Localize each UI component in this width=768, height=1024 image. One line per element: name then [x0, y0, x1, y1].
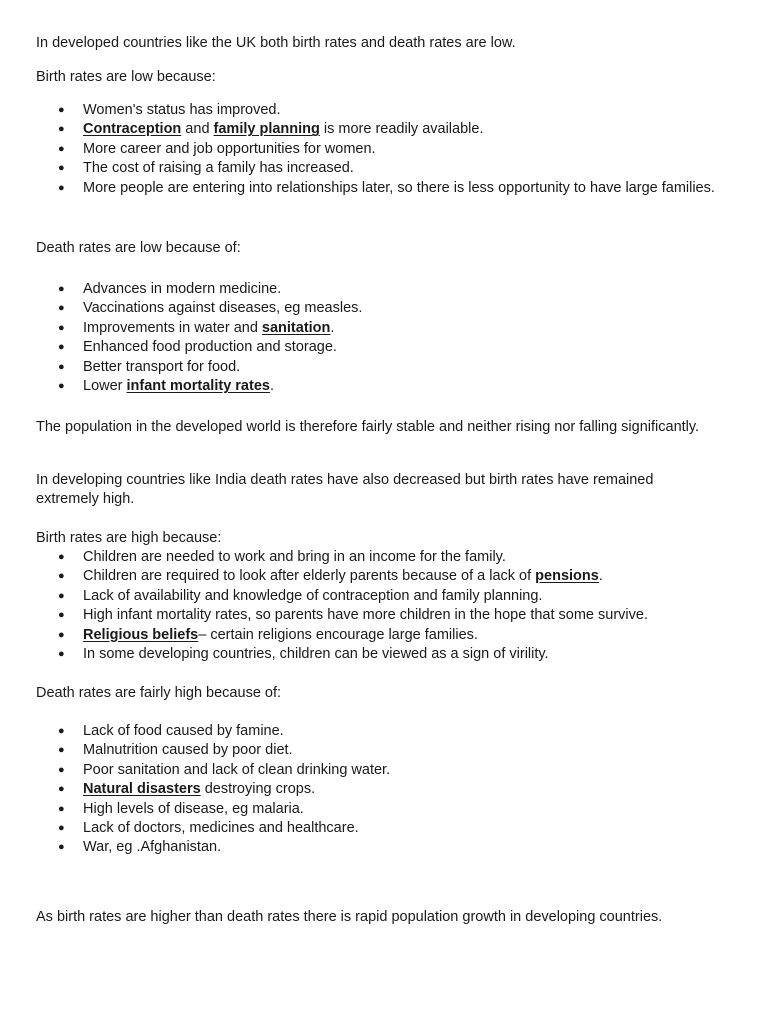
list-item: ● Better transport for food. — [36, 358, 716, 377]
birth-rates-low-list — [36, 101, 716, 198]
infant-mortality-rates-link[interactable]: infant mortality rates — [126, 378, 270, 395]
pensions-link[interactable]: pensions — [535, 568, 599, 585]
list-item: ● Children are required to look after elderly parents because of a lack of pensions. — [36, 567, 716, 586]
list-item: ● High infant mortality rates, so parents have more children in the hope that some survive. — [36, 606, 716, 625]
list-item: ● Women's status has improved. — [36, 101, 716, 120]
list-item: ● Lower infant mortality rates. — [36, 377, 716, 396]
list-item: ● Lack of availability and knowledge of contraception and family planning. — [36, 587, 716, 606]
list-item: ● Enhanced food production and storage. — [36, 338, 716, 357]
list-item: ● The cost of raising a family has increased. — [36, 159, 716, 178]
list-item: ● Improvements in water and sanitation. — [36, 319, 716, 338]
sanitation-link[interactable]: sanitation — [261, 319, 331, 336]
list-item: ● Advances in modern medicine. — [36, 280, 716, 299]
developing-countries-paragraph: In developing countries like India death rates have also decreased but birth rates have remained extremely high. — [36, 472, 654, 507]
list-item: ● In some developing countries, children can be viewed as a sign of virility. — [36, 645, 716, 664]
list-item: ● War, eg .Afghanistan. — [36, 838, 716, 857]
stable-population-paragraph: The population in the developed world is therefore fairly stable and neither rising nor falling significantly. — [36, 419, 700, 435]
death-rates-low-heading: Death rates are low because of: — [36, 240, 241, 256]
list-item: ● Malnutrition caused by poor diet. — [36, 741, 716, 760]
list-item: ● Contraception and family planning is more readily available. — [36, 120, 716, 139]
list-item: ● Lack of doctors, medicines and healthcare. — [36, 819, 716, 838]
natural-disasters-link[interactable]: Natural disasters — [83, 781, 201, 798]
intro-paragraph: In developed countries like the UK both birth rates and death rates are low. — [36, 35, 516, 51]
list-item: ● Poor sanitation and lack of clean drinking water. — [36, 761, 716, 780]
list-item: ● Religious beliefs– certain religions encourage large families. — [36, 626, 716, 645]
birth-rates-low-heading: Birth rates are low because: — [36, 69, 216, 85]
contraception-link[interactable]: Contraception — [83, 121, 182, 138]
religious-beliefs-link[interactable]: Religious beliefs — [83, 626, 199, 643]
list-item: ● More people are entering into relationships later, so there is less opportunity to have large families. — [36, 179, 716, 198]
birth-rates-high-list — [36, 548, 716, 664]
family-planning-link[interactable]: family planning — [213, 121, 320, 138]
list-item: ● Vaccinations against diseases, eg measles. — [36, 299, 716, 318]
list-item: ● Natural disasters destroying crops. — [36, 780, 716, 799]
death-rates-high-list — [36, 722, 716, 858]
birth-rates-high-heading: Birth rates are high because: — [36, 530, 222, 546]
list-item: ● High levels of disease, eg malaria. — [36, 800, 716, 819]
list-item: ● Lack of food caused by famine. — [36, 722, 716, 741]
conclusion-paragraph: As birth rates are higher than death rates there is rapid population growth in developing countries. — [36, 909, 663, 925]
list-item: ● Children are needed to work and bring in an income for the family. — [36, 548, 716, 567]
death-rates-low-list — [36, 280, 716, 396]
list-item: ● More career and job opportunities for women. — [36, 140, 716, 159]
death-rates-high-heading: Death rates are fairly high because of: — [36, 685, 282, 701]
